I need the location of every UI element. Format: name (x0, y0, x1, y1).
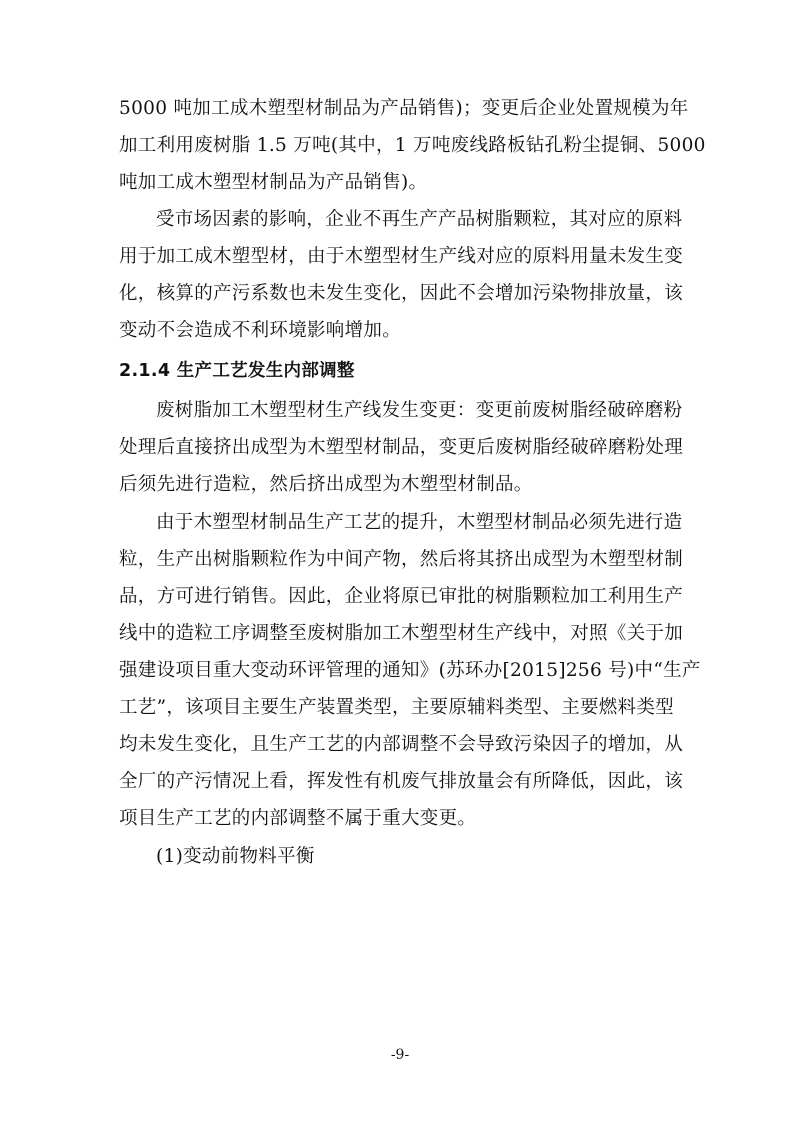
paragraph-line: 由于木塑型材制品生产工艺的提升，木塑型材制品必须先进行造 (156, 512, 683, 533)
paragraph-line: 粒，生产出树脂颗粒作为中间产物，然后将其挤出成型为木塑型材制 (119, 549, 684, 570)
paragraph-line: (1)变动前物料平衡 (156, 846, 315, 867)
paragraph-line: 用于加工成木塑型材，由于木塑型材生产线对应的原料用量未发生变 (119, 246, 684, 267)
paragraph-line: 5000 吨加工成木塑型材制品为产品销售)；变更后企业处置规模为年 (119, 98, 689, 119)
page-number: -9- (390, 1047, 410, 1063)
paragraph-line: 受市场因素的影响，企业不再生产产品树脂颗粒，其对应的原料 (156, 209, 683, 230)
section-heading: 2.1.4 生产工艺发生内部调整 (119, 361, 355, 381)
paragraph-line: 后须先进行造粒，然后挤出成型为木塑型材制品。 (119, 474, 533, 495)
paragraph-line: 化，核算的产污系数也未发生变化，因此不会增加污染物排放量，该 (119, 283, 684, 304)
paragraph-line: 加工利用废树脂 1.5 万吨(其中，1 万吨废线路板钻孔粉尘提铜、5000 (119, 135, 706, 156)
paragraph-line: 强建设项目重大变动环评管理的通知》(苏环办[2015]256 号)中“生产 (119, 660, 701, 681)
paragraph-line: 均未发生变化，且生产工艺的内部调整不会导致污染因子的增加，从 (119, 734, 684, 755)
paragraph-line: 品，方可进行销售。因此，企业将原已审批的树脂颗粒加工利用生产 (119, 586, 684, 607)
paragraph-line: 工艺”，该项目主要生产装置类型，主要原辅料类型、主要燃料类型 (119, 697, 674, 718)
paragraph-line: 处理后直接挤出成型为木塑型材制品，变更后废树脂经破碎磨粉处理 (119, 437, 684, 458)
paragraph-line: 变动不会造成不利环境影响增加。 (119, 320, 402, 341)
paragraph-line: 线中的造粒工序调整至废树脂加工木塑型材生产线中，对照《关于加 (119, 623, 684, 644)
paragraph-line: 吨加工成木塑型材制品为产品销售)。 (119, 172, 428, 193)
paragraph-line: 全厂的产污情况上看，挥发性有机废气排放量会有所降低，因此，该 (119, 771, 684, 792)
paragraph-line: 项目生产工艺的内部调整不属于重大变更。 (119, 808, 477, 829)
paragraph-line: 废树脂加工木塑型材生产线发生变更：变更前废树脂经破碎磨粉 (156, 400, 683, 421)
